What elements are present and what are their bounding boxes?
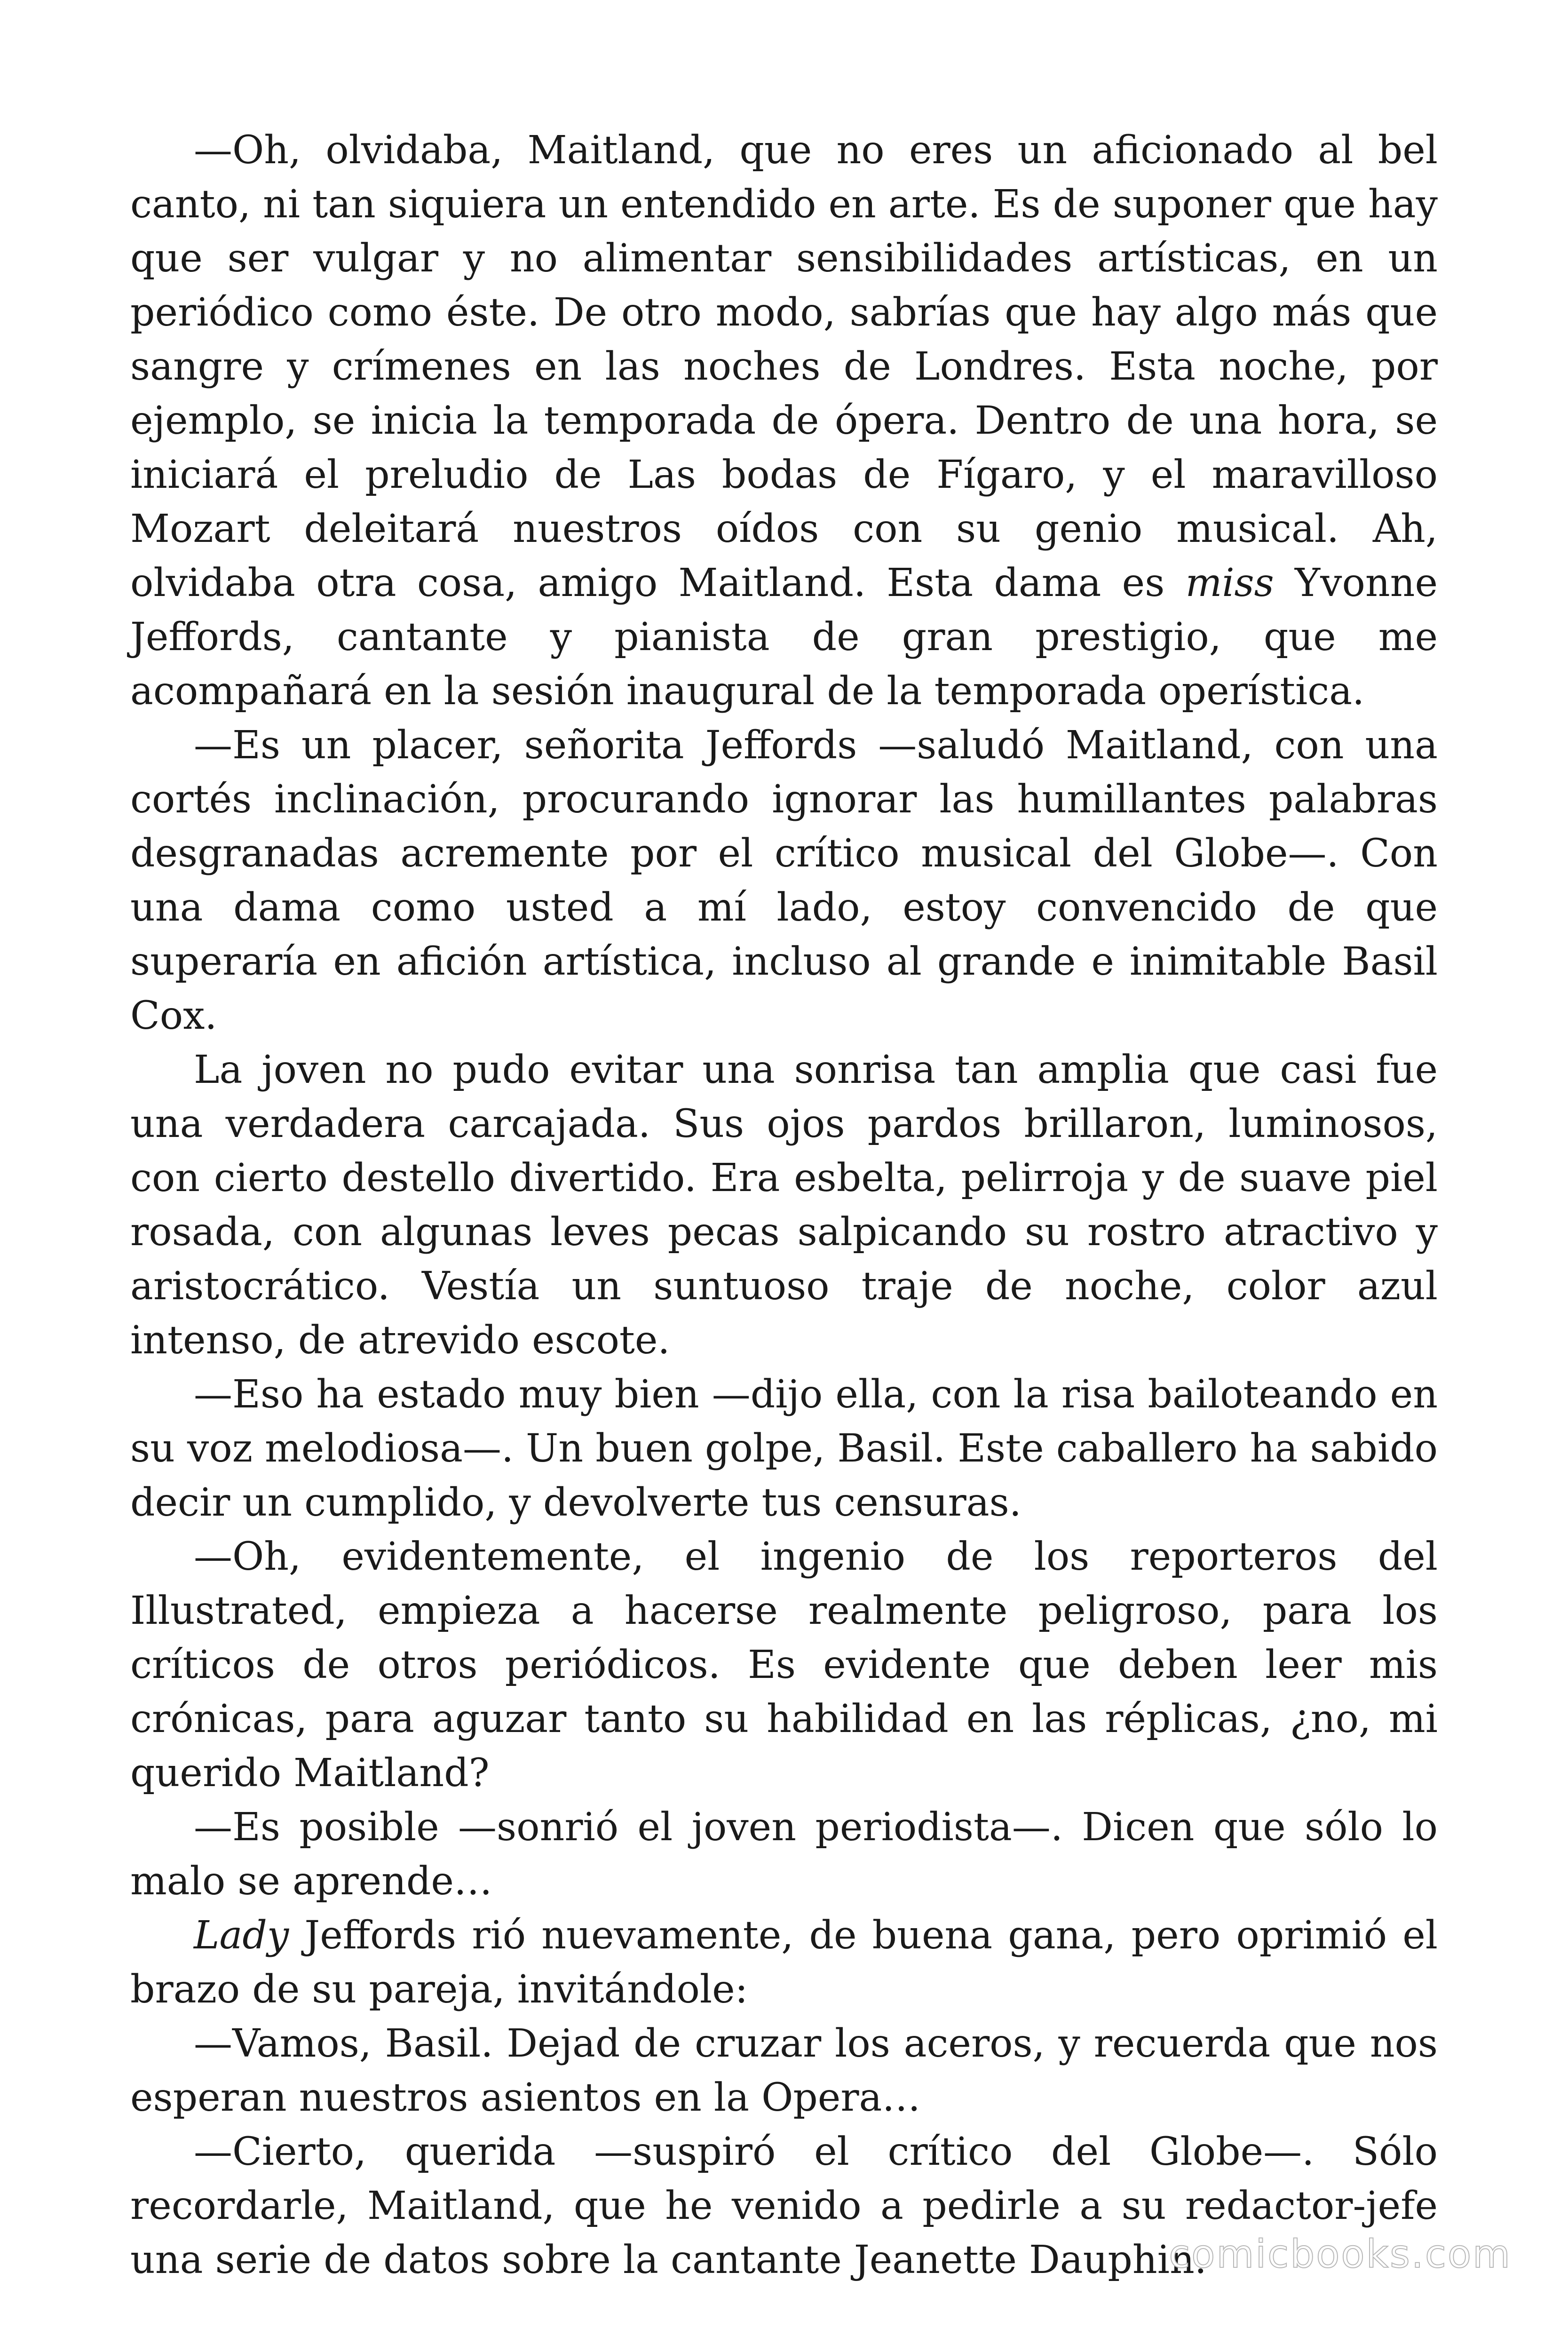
paragraph — [130, 1530, 1438, 1800]
italic-text: Lady — [194, 1913, 289, 1958]
site-watermark: comicbooks.com — [1169, 2232, 1512, 2277]
paragraph — [130, 1908, 1438, 2017]
paragraph-text: Yvonne Jeffords, cantante y pianista de gran prestigio, que me acompañará en la sesión inaugural de la temporada operística. — [130, 561, 1438, 714]
paragraph-text: —Es posible —sonrió el joven periodista—. Dicen que sólo lo malo se aprende… — [130, 1805, 1438, 1904]
paragraph-text: —Es un placer, señorita Jeffords —saludó Maitland, con una cortés inclinación, procurando ignorar las humillantes palabras desgranadas acremente por el crítico musical del Globe—. Con una dama como usted a mí lado, estoy convencido de que superaría en afición artística, incluso al grande e inimitable Basil Cox. — [130, 723, 1438, 1038]
paragraph-text: —Eso ha estado muy bien —dijo ella, con la risa bailoteando en su voz melodiosa—. Un buen golpe, Basil. Este caballero ha sabido decir un cumplido, y devolverte tus censuras. — [130, 1372, 1438, 1525]
paragraph — [130, 123, 1438, 718]
paragraph — [130, 1367, 1438, 1530]
paragraph — [130, 718, 1438, 1043]
paragraph-text: —Vamos, Basil. Dejad de cruzar los aceros, y recuerda que nos esperan nuestros asientos en la Opera… — [130, 2021, 1438, 2120]
paragraph-text: —Oh, olvidaba, Maitland, que no eres un aficionado al bel canto, ni tan siquiera un entendido en arte. Es de suponer que hay que ser vulgar y no alimentar sensibilidades artísticas, en un periódico como éste. De otro modo, sabrías que hay algo más que sangre y crímenes en las noches de Londres. Esta noche, por ejemplo, se inicia la temporada de ópera. Dentro de una hora, se iniciará el preludio de Las bodas de Fígaro, y el maravilloso Mozart deleitará nuestros oídos con su genio musical. Ah, olvidaba otra cosa, amigo Maitland. Esta dama es — [130, 128, 1438, 605]
paragraph — [130, 1800, 1438, 1908]
paragraph-text: —Oh, evidentemente, el ingenio de los reporteros del Illustrated, empieza a hacerse realmente peligroso, para los críticos de otros periódicos. Es evidente que deben leer mis crónicas, para aguzar tanto su habilidad en las réplicas, ¿no, mi querido Maitland? — [130, 1534, 1438, 1796]
paragraph — [130, 1043, 1438, 1367]
paragraph-text: —Cierto, querida —suspiró el crítico del Globe—. Sólo recordarle, Maitland, que he venido a pedirle a su redactor-jefe una serie de datos sobre la cantante Jeanette Dauphin. — [130, 2130, 1438, 2282]
italic-text: miss — [1185, 561, 1274, 605]
paragraph — [130, 2017, 1438, 2125]
paragraph-text: Jeffords rió nuevamente, de buena gana, pero oprimió el brazo de su pareja, invitándole: — [130, 1913, 1438, 2012]
book-page-text — [130, 123, 1438, 2287]
paragraph-text: La joven no pudo evitar una sonrisa tan amplia que casi fue una verdadera carcajada. Sus ojos pardos brillaron, luminosos, con cierto destello divertido. Era esbelta, pelirroja y de suave piel rosada, con algunas leves pecas salpicando su rostro atractivo y aristocrático. Vestía un suntuoso traje de noche, color azul intenso, de atrevido escote. — [130, 1048, 1438, 1363]
